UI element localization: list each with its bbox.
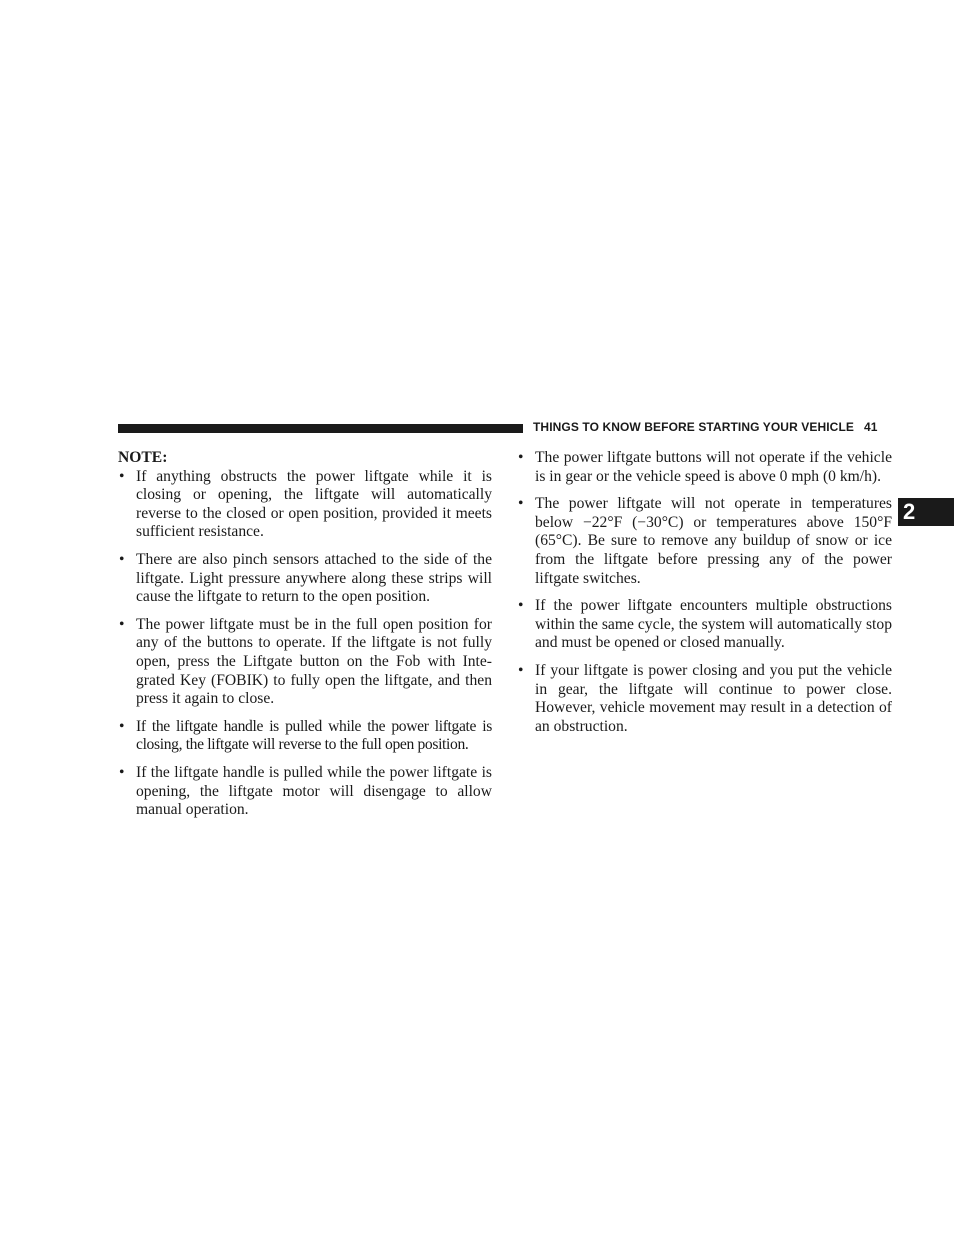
list-item: • If the power liftgate encounters multiple obstructions within the same cycle, the system will automatically stop and must be opened or closed manually. (517, 597, 892, 653)
list-item: • There are also pinch sensors attached to the side of the liftgate. Light pressure anywhere along these strips will cause the liftgate to return to the open position. (118, 551, 492, 607)
page-number: 41 (863, 420, 878, 434)
list-item: • If the liftgate handle is pulled while the power liftgate is closing, the liftgate will reverse to the full open position. (118, 718, 492, 755)
note-bullet-list-continued (517, 449, 892, 736)
chapter-tab: 2 (898, 498, 954, 526)
note-bullet-list (118, 468, 492, 820)
left-column (118, 449, 492, 829)
list-item: • If the liftgate handle is pulled while the power liftgate is opening, the liftgate motor will disengage to allow manual operation. (118, 764, 492, 820)
section-title: THINGS TO KNOW BEFORE STARTING YOUR VEHICLE (533, 420, 854, 434)
list-item: • If your liftgate is power closing and you put the vehicle in gear, the liftgate will continue to power close. However, vehicle movement may result in a detection of an obstruction. (517, 662, 892, 736)
header-rule (118, 424, 523, 433)
list-item: • The power liftgate must be in the full open position for any of the buttons to operate. If the liftgate is not fully open, press the Liftgate button on the Fob with Inte- grated Key (FOBIK) to fully open the liftgate, and then press it again to close. (118, 616, 492, 709)
list-item: • The power liftgate will not operate in temperatures below −22°F (−30°C) or temperatures above 150°F (65°C). Be sure to remove any buildup of snow or ice from the liftgate before pressing any of the power liftgate switches. (517, 495, 892, 588)
running-header (533, 420, 878, 434)
list-item: • The power liftgate buttons will not operate if the vehicle is in gear or the vehicle speed is above 0 mph (0 km/h). (517, 449, 892, 486)
note-label: NOTE: (118, 449, 168, 466)
right-column (517, 449, 892, 745)
list-item: • If anything obstructs the power liftgate while it is closing or opening, the liftgate will automatically reverse to the closed or open position, provided it meets sufficient resistance. (118, 468, 492, 542)
